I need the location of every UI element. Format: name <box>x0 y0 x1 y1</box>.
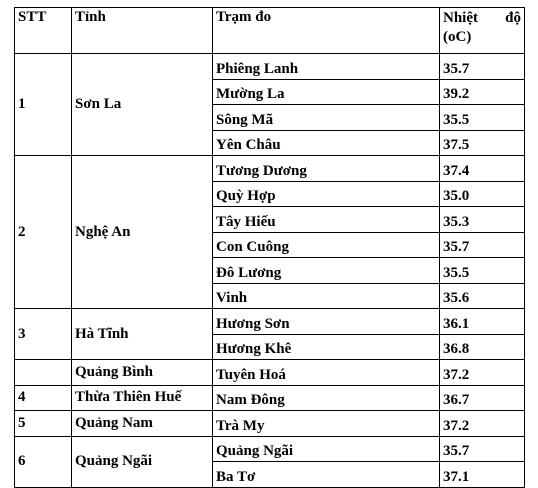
temperature-cell: 35.3 <box>440 207 525 233</box>
table-row <box>15 309 525 335</box>
stt-cell: 3 <box>15 309 72 360</box>
temperature-cell: 37.2 <box>440 411 525 437</box>
province-cell: Sơn La <box>72 54 213 156</box>
stt-cell: 1 <box>15 54 72 156</box>
station-cell: Hương Khê <box>213 334 440 360</box>
table-row <box>15 156 525 182</box>
station-cell: Tây Hiếu <box>213 207 440 233</box>
station-cell: Hương Sơn <box>213 309 440 335</box>
station-cell: Ba Tơ <box>213 462 440 488</box>
temperature-cell: 35.5 <box>440 105 525 131</box>
station-cell: Đô Lương <box>213 258 440 284</box>
province-cell: Hà Tĩnh <box>72 309 213 360</box>
station-cell: Trà My <box>213 411 440 437</box>
temperature-cell: 36.8 <box>440 334 525 360</box>
station-cell: Phiêng Lanh <box>213 54 440 80</box>
temperature-cell: 39.2 <box>440 79 525 105</box>
station-cell: Vinh <box>213 283 440 309</box>
temperature-table <box>14 7 525 488</box>
station-cell: Yên Châu <box>213 130 440 156</box>
station-cell: Quảng Ngãi <box>213 436 440 462</box>
stt-cell: 4 <box>15 385 72 411</box>
temperature-cell: 35.7 <box>440 54 525 80</box>
temperature-cell: 37.5 <box>440 130 525 156</box>
table-row <box>15 360 525 386</box>
stt-cell: 5 <box>15 411 72 437</box>
temperature-cell: 36.1 <box>440 309 525 335</box>
stt-cell: 6 <box>15 436 72 487</box>
province-cell: Nghệ An <box>72 156 213 309</box>
station-cell: Quỳ Hợp <box>213 181 440 207</box>
header-stt: STT <box>15 8 72 54</box>
table-row <box>15 54 525 80</box>
province-cell: Quảng Bình <box>72 360 213 386</box>
header-row <box>15 8 525 54</box>
header-temperature-word2: độ <box>505 10 521 26</box>
header-temperature-word1: Nhiệt <box>443 10 478 26</box>
temperature-cell: 35.7 <box>440 232 525 258</box>
station-cell: Sông Mã <box>213 105 440 131</box>
table-row <box>15 385 525 411</box>
station-cell: Nam Đông <box>213 385 440 411</box>
temperature-cell: 37.2 <box>440 360 525 386</box>
province-cell: Quảng Nam <box>72 411 213 437</box>
temperature-cell: 35.0 <box>440 181 525 207</box>
header-temperature-unit: (oC) <box>443 29 472 45</box>
province-cell: Thừa Thiên Huế <box>72 385 213 411</box>
station-cell: Mường La <box>213 79 440 105</box>
province-cell: Quảng Ngãi <box>72 436 213 487</box>
header-province: Tỉnh <box>72 8 213 54</box>
temperature-cell: 35.5 <box>440 258 525 284</box>
stt-cell <box>15 360 72 386</box>
station-cell: Con Cuông <box>213 232 440 258</box>
table-row <box>15 411 525 437</box>
temperature-cell: 37.1 <box>440 462 525 488</box>
temperature-cell: 35.6 <box>440 283 525 309</box>
temperature-cell: 36.7 <box>440 385 525 411</box>
header-temperature <box>440 8 525 54</box>
table-row <box>15 436 525 462</box>
station-cell: Tương Dương <box>213 156 440 182</box>
temperature-cell: 35.7 <box>440 436 525 462</box>
temperature-cell: 37.4 <box>440 156 525 182</box>
station-cell: Tuyên Hoá <box>213 360 440 386</box>
stt-cell: 2 <box>15 156 72 309</box>
header-station: Trạm đo <box>213 8 440 54</box>
